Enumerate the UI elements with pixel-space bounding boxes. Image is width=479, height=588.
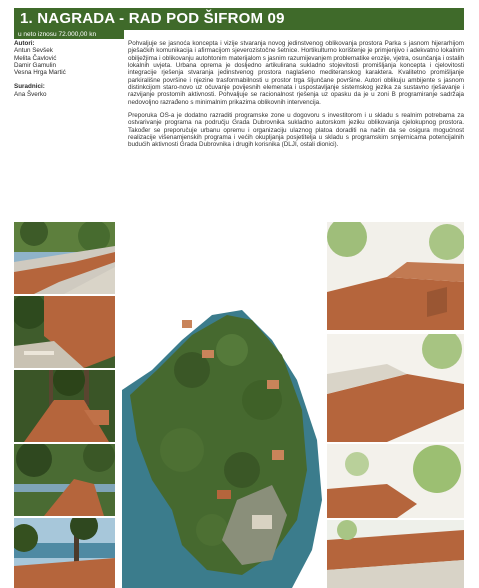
author-name: Vesna Hrga Martić [14,69,66,77]
evaluation-paragraph: Pohvaljuje se jasnoća koncepta i vizije stvaranja novog jedinstvenog oblikovanja prostora Parka s jasnom hijerarhijom pješačkih komunikacija i afirmacijom sjeverozistočne šetnice. Hortikulturno korištenje je primjenjivo i adekvatno lokalnim obilježjima i oblikovanju autohtonim materijalom s jasnim razumijevanjem problematike erozije, vjetra, osunčanja i ostalih lokalnih uvjeta. Urbana oprema je dosljedno artikulirana sukladno stojevitosti promišljanja koncepta i cjelovitosti integracije rješenja stvaranja jedinstvenog prostora naglašeno mediteranskog karaktera. Kvalitetno promišljanje parkirališne površine i njezine trasformabilnosti u prostor trga šljunčane površine. Autori oblikuju ambijente s jasnom distinkcijom staro-novo uz očuvanje povijesnih elemenata i uspostavljanje sistemskog jezika za sustavno rješavanje i razvijanje prostornih aktivnosti. Pohvaljuje se racionalnost rješenja uz opasku da je u zoni B programiranje sadržaja nedovoljno razrađeno s minimalnim prikazima oblikovnih intervencija. [128,40,464,106]
authors-heading: Autori: [14,40,35,47]
page-title: 1. NAGRADA - RAD POD ŠIFROM 09 [14,8,464,30]
render-seating-area [327,444,464,518]
jury-evaluation-text [128,40,464,149]
render-forest-path [14,370,115,442]
render-promenade [327,334,464,442]
render-terrace-wall [14,296,115,368]
collaborators-heading: Suradnici: [14,83,45,91]
render-coastal-path [14,518,115,588]
authors-block [14,40,114,98]
render-seaview-wall [14,444,115,516]
render-paved-plaza [327,520,464,588]
author-name: Damir Gamulin [14,61,56,69]
collaborator-name: Ana Šverko [14,90,47,98]
render-stone-path [14,222,115,294]
author-name: Melita Čavlović [14,54,57,62]
recommendation-paragraph: Preporuka OS-a je dodatno razraditi programske zone u dogovoru s investitorom i u skladu s realnim potrebama za ostvarivanje programa na području Grada Dubrovnika sukladno autorskom jeziku oblikovanja cjelokupnog prostora. Također se preporučuje urbanu opremu i organizaciju ulaznog platoa doraditi na način da se osigura mogućnost realizacije višenamjenskih programa i većih okupljanja posjetitelja u skladu s programskim smjernicama potencijalnih budućih aktivnosti Grada Dubrovnika i drugih korisnika (DLJI, ostali dionici). [128,112,464,149]
prize-amount: u neto iznosu 72.000,00 kn [14,30,124,39]
author-name: Antun Sevšek [14,47,53,55]
render-stair-terraces [327,222,464,330]
aerial-site-plan [122,300,322,588]
